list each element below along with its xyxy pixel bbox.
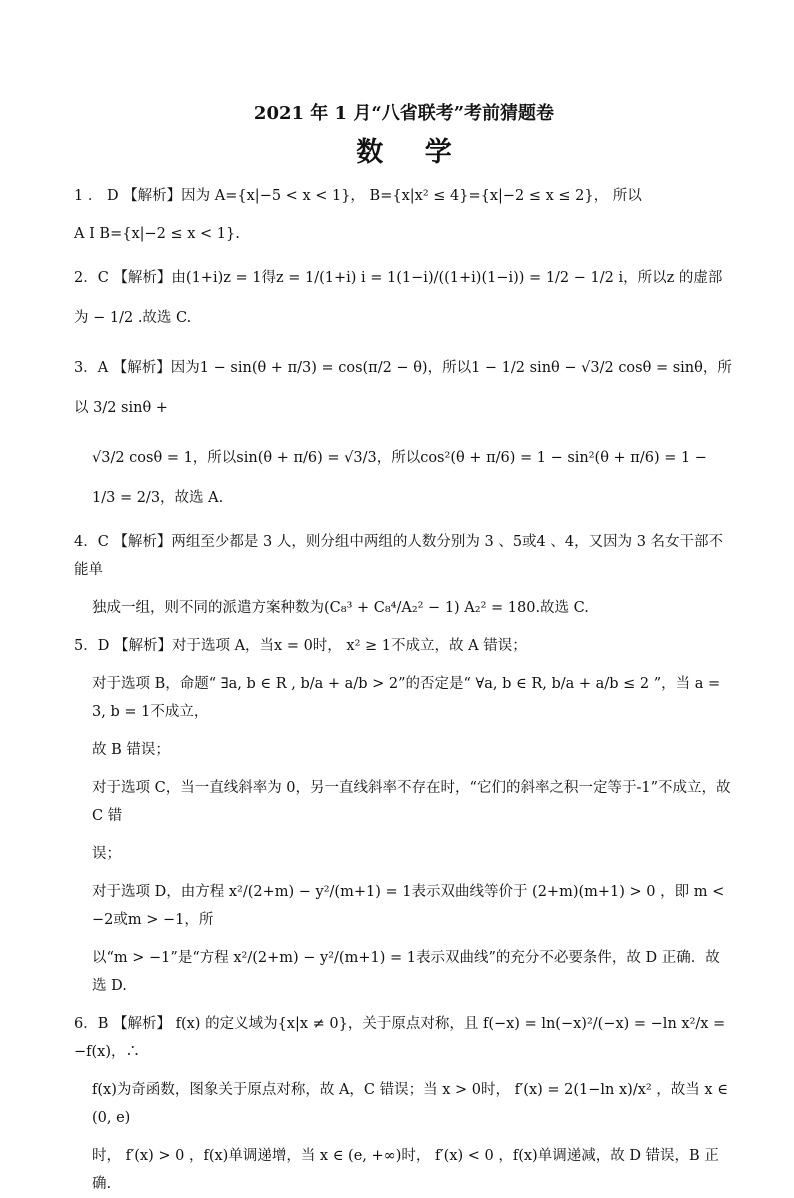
problem-5-line-7: 以“m > −1”是“方程 x²/(2+m) − y²/(m+1) = 1表示双曲线”的充分不必要条件，故 D 正确．故选 D. bbox=[92, 950, 720, 994]
subject-title: 数 学 bbox=[356, 137, 468, 168]
problem-3 bbox=[74, 348, 734, 518]
problem-5-line-3: 故 B 错误； bbox=[92, 742, 170, 758]
problem-4-line-2: 独成一组，则不同的派遣方案种数为(C₈³ + C₈⁴/A₂² − 1) A₂² = 180.故选 C. bbox=[92, 600, 589, 616]
exam-title: 2021 年 1 月“八省联考”考前猜题卷 bbox=[253, 103, 555, 124]
problem-2 bbox=[74, 258, 734, 338]
problem-6-line-1: 6．B 【解析】 f(x) 的定义域为{x|x ≠ 0}，关于原点对称，且 f(−x) = ln(−x)²/(−x) = −ln x²/x = −f(x)，∴ bbox=[74, 1016, 726, 1060]
problem-6-line-3: 时， f′(x) > 0 ，f(x)单调递增，当 x ∈ (e, +∞)时， f′(x) < 0 ，f(x)单调递减，故 D 错误，B 正确. bbox=[92, 1148, 719, 1192]
problem-3-line-1: 3．A 【解析】因为1 − sin(θ + π/3) = cos(π/2 − θ)，所以1 − 1/2 sinθ − √3/2 cosθ = sinθ，所以 3/2 sinθ + bbox=[74, 360, 732, 416]
problem-5-line-1: 5．D 【解析】对于选项 A，当x = 0时， x² ≥ 1不成立，故 A 错误； bbox=[74, 638, 527, 654]
problem-4-line-1: 4．C 【解析】两组至少都是 3 人，则分组中两组的人数分别为 3 、5或4 、4，又因为 3 名女干部不能单 bbox=[74, 534, 724, 578]
problem-1-line-2: A I B={x|−2 ≤ x < 1}. bbox=[74, 226, 240, 242]
problem-1 bbox=[74, 182, 734, 248]
problem-3-line-2: √3/2 cosθ = 1，所以sin(θ + π/6) = √3/3，所以cos²(θ + π/6) = 1 − sin²(θ + π/6) = 1 − 1/3 = 2/3，故选 A. bbox=[92, 450, 707, 506]
page-header bbox=[74, 100, 734, 170]
problem-4 bbox=[74, 528, 734, 622]
problem-1-line-1: 1 ． D 【解析】因为 A={x|−5 < x < 1}， B={x|x² ≤ 4}={x|−2 ≤ x ≤ 2}， 所以 bbox=[74, 188, 642, 204]
problem-5-line-5: 误； bbox=[92, 846, 121, 862]
problem-2-line-1: 2．C 【解析】由(1+i)z = 1得z = 1/(1+i) i = 1(1−i)/((1+i)(1−i)) = 1/2 − 1/2 i，所以z 的虚部为 − 1/2 .故选 C. bbox=[74, 270, 723, 326]
problem-6-line-2: f(x)为奇函数，图象关于原点对称，故 A，C 错误；当 x > 0时， f′(x) = 2(1−ln x)/x² ，故当 x ∈ (0, e) bbox=[92, 1082, 728, 1126]
problem-5-line-2: 对于选项 B，命题“ ∃a, b ∈ R , b/a + a/b > 2”的否定是“ ∀a, b ∈ R, b/a + a/b ≤ 2 ”，当 a = 3, b = 1不成立， bbox=[92, 676, 721, 720]
problem-5-line-4: 对于选项 C，当一直线斜率为 0，另一直线斜率不存在时，“它们的斜率之积一定等于-1”不成立，故 C 错 bbox=[92, 780, 731, 824]
problem-5 bbox=[74, 632, 734, 1000]
problem-6 bbox=[74, 1010, 734, 1198]
problem-5-line-6: 对于选项 D，由方程 x²/(2+m) − y²/(m+1) = 1表示双曲线等价于 (2+m)(m+1) > 0 ，即 m < −2或m > −1，所 bbox=[92, 884, 725, 928]
